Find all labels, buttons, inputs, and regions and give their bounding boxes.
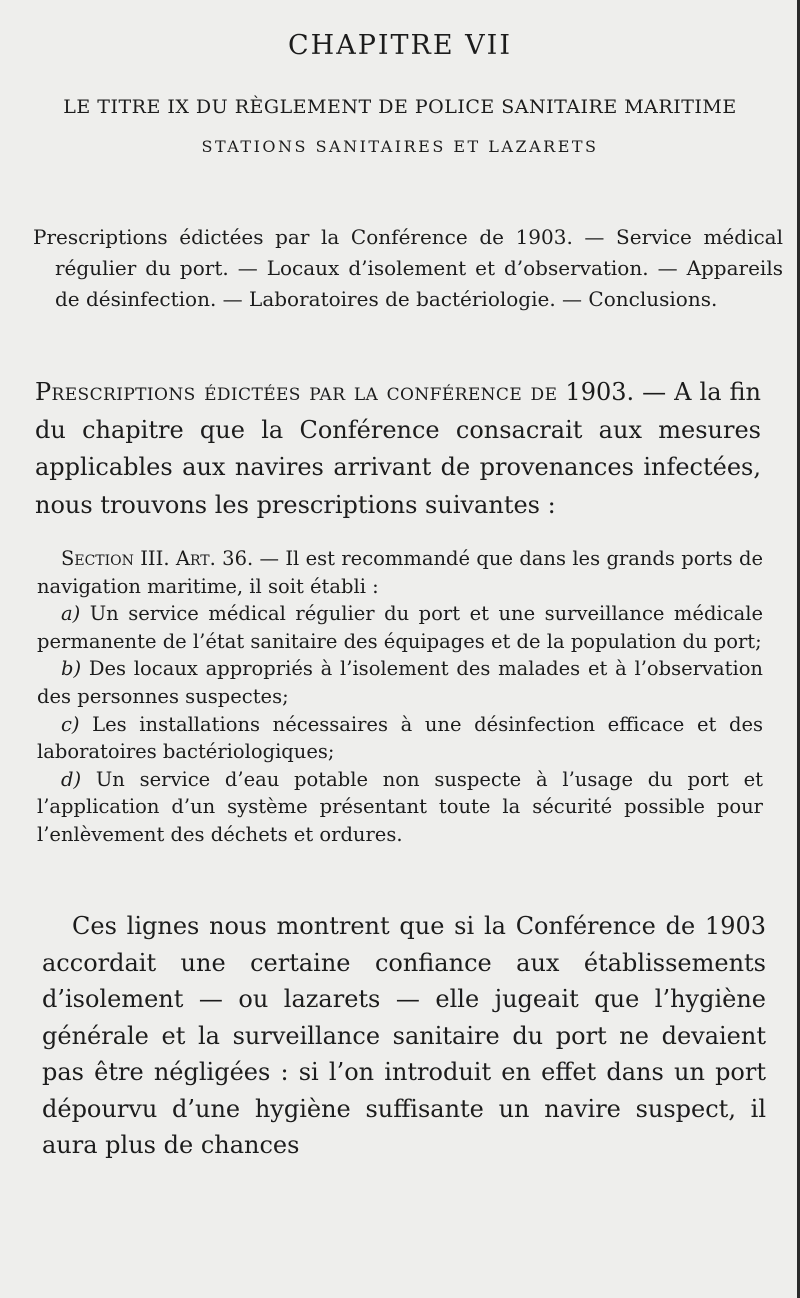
chapter-heading: CHAPITRE VII [288,30,512,61]
section-label: Section [61,547,134,570]
item-letter: d) [61,767,82,791]
article-number: 36. [222,547,254,570]
item-text: Un service médical régulier du port et une surveillance médicale permanente de l’état sanitaire des équipages et de la population du port; [37,602,763,653]
item-letter: a) [61,602,81,626]
item-text: Les installations nécessaires à une désinfection efficace et des laboratoires bactériologiques; [37,712,763,764]
chapter-summary-text: Prescriptions édictées par la Conférence de 1903. — Service médical régulier du port. — Locaux d’isolement et d’observation. — Appareils de désinfection. — Laboratoires de bactériologie. — Conclusions. [33,225,783,311]
item-letter: c) [61,712,80,736]
paragraph-heading: Prescriptions édictées par la conférence de [35,378,558,406]
paragraph-heading-year: 1903. [565,378,635,406]
quoted-article [37,545,763,849]
item-letter: b) [61,657,82,681]
chapter-title-line-2: STATIONS SANITAIRES ET LAZARETS [201,137,599,156]
article-item-c [37,711,763,766]
section-number: III. [140,547,170,570]
article-intro [37,545,763,600]
article-item-d [37,766,763,849]
chapter-title-line-1: LE TITRE IX DU RÈGLEMENT DE POLICE SANITAIRE MARITIME [63,96,737,118]
article-label: Art. [175,547,216,570]
paragraph-prescriptions-text: — A la fin du chapitre que la Conférence consacrait aux mesures applicables aux navires arrivant de provenances infectées, nous trouvons les prescriptions suivantes : [35,378,761,519]
article-item-a [37,600,763,655]
article-intro-text: — Il est recommandé que dans les grands ports de navigation maritime, il soit établi : [37,547,764,598]
item-text: Un service d’eau potable non suspecte à l’usage du port et l’application d’un système présentant toute la sécurité possible pour l’enlèvement des déchets et ordures. [37,767,764,846]
paragraph-conclusion: Ces lignes nous montrent que si la Conférence de 1903 accordait une certaine confiance aux établissements d’isolement — ou lazarets — elle jugeait que l’hygiène générale et la surveillance sanitaire du port ne devaient pas être négligées : si l’on introduit en effet dans un port dépourvu d’une hygiène suffisante un navire suspect, il aura plus de chances [42,912,766,1159]
chapter-summary [33,222,783,315]
article-item-b [37,655,763,710]
item-text: Des locaux appropriés à l’isolement des malades et à l’observation des personnes suspectes; [37,657,763,708]
paragraph-prescriptions [35,374,761,524]
